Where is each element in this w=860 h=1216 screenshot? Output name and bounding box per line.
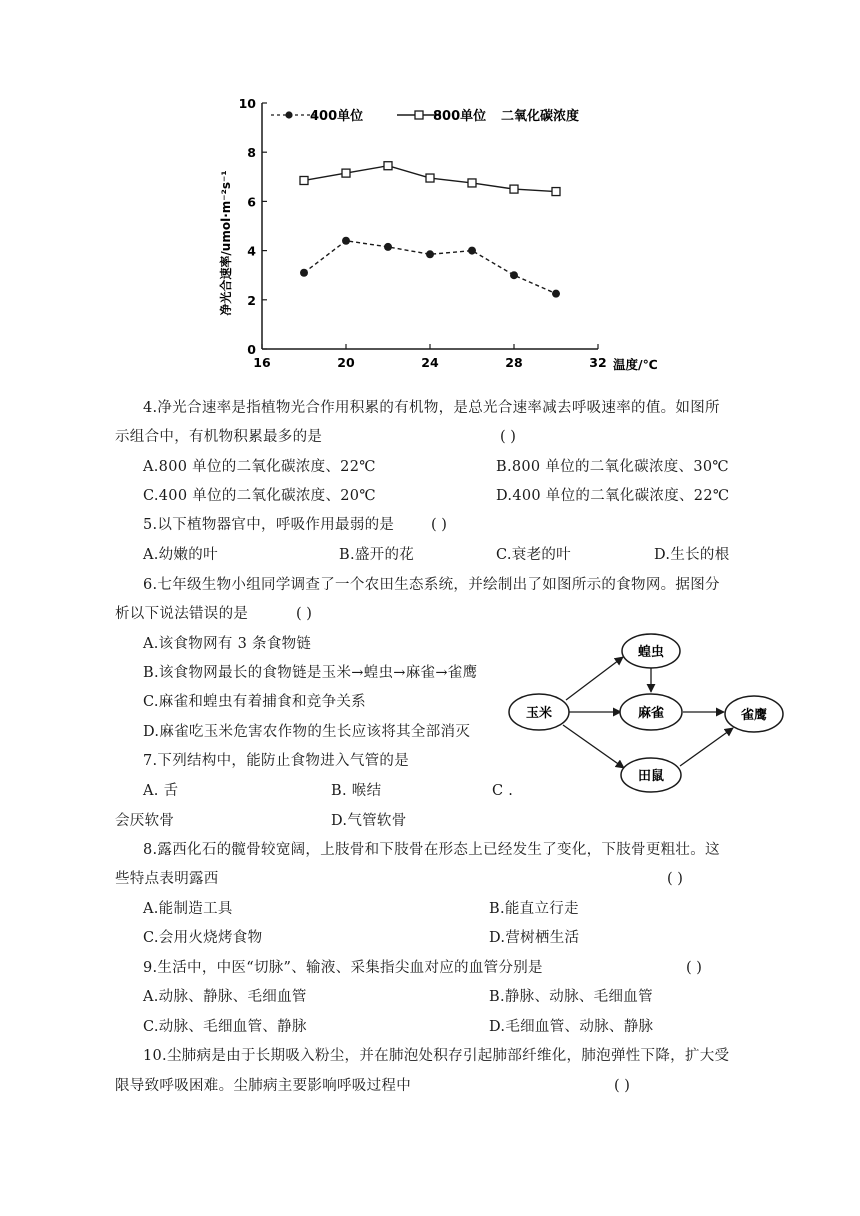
q5-answer-blank: ( ) bbox=[431, 517, 447, 533]
q8-stem-line1: 8.露西化石的髋骨较宽阔，上肢骨和下肢骨在形态上已经发生了变化，下肢骨更粗壮。这 bbox=[143, 842, 720, 858]
food-web-diagram bbox=[508, 628, 798, 798]
q8-option-c: C.会用火烧烤食物 bbox=[143, 930, 263, 946]
q5-option-a: A.幼嫩的叶 bbox=[143, 547, 218, 563]
y-axis-label: 净光合速率/umol·m⁻²s⁻¹ bbox=[219, 170, 233, 316]
x-tick-label: 28 bbox=[505, 355, 523, 370]
y-tick-label: 0 bbox=[247, 342, 256, 357]
arrow-vole-hawk bbox=[680, 728, 733, 766]
q7-option-c-text: 会厌软骨 bbox=[115, 813, 175, 829]
q4-option-b: B.800 单位的二氧化碳浓度、30℃ bbox=[496, 459, 729, 475]
q4-stem-line1: 4.净光合速率是指植物光合作用积累的有机物，是总光合速率减去呼吸速率的值。如图所 bbox=[143, 400, 720, 416]
q4-answer-blank: ( ) bbox=[500, 429, 516, 445]
q9-option-b: B.静脉、动脉、毛细血管 bbox=[489, 989, 653, 1005]
q6-answer-blank: ( ) bbox=[296, 606, 312, 622]
node-hawk-label: 雀鹰 bbox=[740, 708, 768, 723]
q4-option-a: A.800 单位的二氧化碳浓度、22℃ bbox=[143, 459, 376, 475]
q7-option-a: A. 舌 bbox=[143, 783, 179, 799]
node-corn-label: 玉米 bbox=[525, 706, 553, 721]
q8-option-d: D.营树栖生活 bbox=[489, 930, 580, 946]
data-point-400 bbox=[468, 247, 476, 255]
q9-stem: 9.生活中，中医“切脉”、输液、采集指尖血对应的血管分别是 bbox=[143, 960, 543, 976]
q8-option-b: B.能直立行走 bbox=[489, 901, 579, 917]
q6-stem-line2: 析以下说法错误的是 bbox=[115, 606, 249, 622]
q9-option-c: C.动脉、毛细血管、静脉 bbox=[143, 1019, 307, 1035]
q5-stem: 5.以下植物器官中，呼吸作用最弱的是 bbox=[143, 517, 395, 533]
y-tick-label: 6 bbox=[247, 194, 256, 210]
q6-option-d: D.麻雀吃玉米危害农作物的生长应该将其全部消灭 bbox=[143, 724, 471, 740]
legend-marker-400 bbox=[285, 111, 292, 118]
data-point-800 bbox=[552, 188, 560, 196]
data-point-800 bbox=[510, 185, 518, 193]
y-tick-label: 2 bbox=[247, 292, 256, 308]
q10-stem-line1: 10.尘肺病是由于长期吸入粉尘，并在肺泡处积存引起肺部纤维化，肺泡弹性下降，扩大受 bbox=[143, 1048, 730, 1064]
q7-stem: 7.下列结构中，能防止食物进入气管的是 bbox=[143, 753, 410, 769]
data-point-400 bbox=[426, 250, 434, 258]
y-tick-label: 4 bbox=[247, 243, 256, 259]
q9-option-d: D.毛细血管、动脉、静脉 bbox=[489, 1019, 654, 1035]
data-point-400 bbox=[300, 269, 308, 277]
q9-option-a: A.动脉、静脉、毛细血管 bbox=[143, 989, 307, 1005]
q6-option-b: B.该食物网最长的食物链是玉米→蝗虫→麻雀→雀鹰 bbox=[143, 665, 478, 681]
node-locust-label: 蝗虫 bbox=[637, 645, 665, 660]
data-point-800 bbox=[342, 169, 350, 177]
x-tick-label: 24 bbox=[421, 355, 439, 370]
legend-marker-800 bbox=[415, 111, 423, 119]
data-point-800 bbox=[300, 176, 308, 184]
data-point-800 bbox=[468, 179, 476, 187]
q7-option-b: B. 喉结 bbox=[331, 783, 382, 799]
net-photosynthesis-chart bbox=[205, 85, 658, 385]
q6-stem-line1: 6.七年级生物小组同学调查了一个农田生态系统，并绘制出了如图所示的食物网。据图分 bbox=[143, 577, 720, 593]
q4-option-c: C.400 单位的二氧化碳浓度、20℃ bbox=[143, 488, 376, 504]
q5-option-b: B.盛开的花 bbox=[339, 547, 415, 563]
node-sparrow-label: 麻雀 bbox=[637, 706, 665, 721]
q6-option-c: C.麻雀和蝗虫有着捕食和竞争关系 bbox=[143, 694, 366, 710]
legend-label-800: 800单位 bbox=[433, 109, 487, 124]
data-point-400 bbox=[384, 243, 392, 251]
q8-answer-blank: ( ) bbox=[667, 871, 683, 887]
q7-option-d: D.气管软骨 bbox=[331, 813, 407, 829]
data-point-800 bbox=[426, 174, 434, 182]
q8-option-a: A.能制造工具 bbox=[143, 901, 233, 917]
x-tick-label: 16 bbox=[253, 355, 271, 370]
arrow-corn-vole bbox=[563, 725, 624, 768]
x-tick-label: 20 bbox=[337, 355, 355, 370]
q5-option-c: C.衰老的叶 bbox=[496, 547, 571, 563]
q6-option-a: A.该食物网有 3 条食物链 bbox=[143, 636, 312, 652]
q7-option-c-prefix: C . bbox=[492, 783, 514, 799]
q4-stem-line2: 示组合中，有机物积累最多的是 bbox=[115, 429, 323, 445]
data-point-400 bbox=[510, 271, 518, 279]
legend-suffix: 二氧化碳浓度 bbox=[501, 109, 580, 124]
legend-label-400: 400单位 bbox=[310, 109, 364, 124]
q10-answer-blank: ( ) bbox=[614, 1078, 630, 1094]
data-point-400 bbox=[552, 290, 560, 298]
q4-option-d: D.400 单位的二氧化碳浓度、22℃ bbox=[496, 488, 730, 504]
node-vole-label: 田鼠 bbox=[637, 769, 665, 784]
series-line-400 bbox=[304, 241, 556, 294]
chart-legend bbox=[271, 108, 579, 124]
arrow-corn-locust bbox=[566, 657, 623, 700]
data-point-800 bbox=[384, 162, 392, 170]
chart-axes bbox=[262, 103, 598, 349]
q5-option-d: D.生长的根 bbox=[654, 547, 730, 563]
q9-answer-blank: ( ) bbox=[686, 960, 702, 976]
y-tick-label: 10 bbox=[238, 96, 256, 111]
q10-stem-line2: 限导致呼吸困难。尘肺病主要影响呼吸过程中 bbox=[115, 1078, 411, 1094]
x-tick-label: 32 bbox=[589, 355, 607, 370]
x-axis-label: 温度/℃ bbox=[613, 357, 658, 372]
y-tick-label: 8 bbox=[247, 145, 256, 161]
data-point-400 bbox=[342, 237, 350, 245]
q8-stem-line2: 些特点表明露西 bbox=[115, 871, 219, 887]
